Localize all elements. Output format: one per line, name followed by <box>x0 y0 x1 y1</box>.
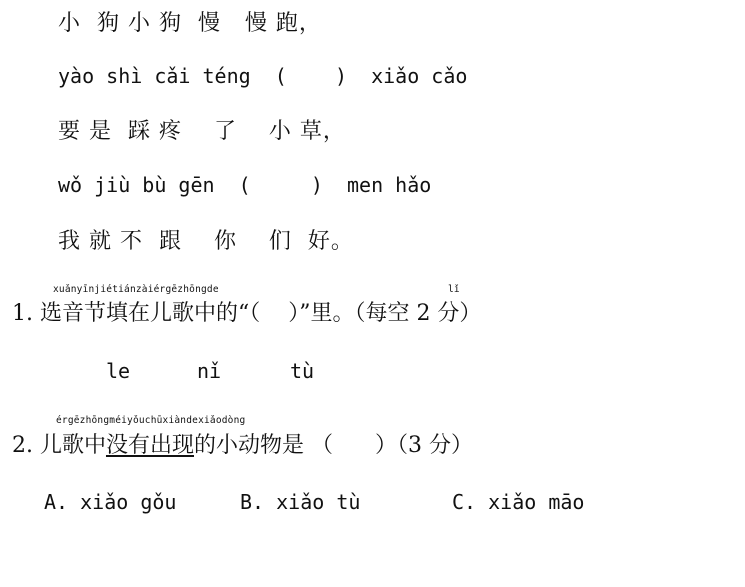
question-2-option-b: B. xiǎo tù <box>240 490 361 514</box>
question-2-underlined: 没有出现 <box>105 433 194 458</box>
question-2-text <box>12 428 473 459</box>
question-2-option-a: A. xiǎo gǒu <box>44 490 177 514</box>
poem-line-5-hanzi: 我 就 不 跟 你 们 好。 <box>58 229 354 254</box>
question-2-prefix: 2. 儿歌中 <box>12 433 106 458</box>
question-1-text: 1. 选音节填在儿歌中的“（ ）”里。（每空 2 分） <box>12 301 482 326</box>
question-2-suffix: 的小动物是 （ ）（3 分） <box>194 433 473 458</box>
question-1-option-tu: tù <box>290 359 315 383</box>
question-1-option-ni: nǐ <box>197 359 222 383</box>
poem-line-3-hanzi: 要 是 踩 疼 了 小 草， <box>58 119 346 144</box>
question-2-pinyin-ruby: érgēzhōngméiyǒuchūxiàndexiǎodòng <box>56 415 246 426</box>
question-2-option-c: C. xiǎo māo <box>452 490 585 514</box>
poem-line-1-hanzi: 小 狗 小 狗 慢 慢 跑， <box>58 11 322 36</box>
question-1-pinyin-ruby: xuǎnyīnjiétiánzàiérgēzhōngde <box>53 284 219 295</box>
question-1-option-le: le <box>106 359 131 383</box>
poem-line-4-pinyin: wǒ jiù bù gēn ( ) men hǎo <box>58 173 432 197</box>
poem-line-2-pinyin: yào shì cǎi téng ( ) xiǎo cǎo <box>58 64 468 88</box>
question-1-pinyin-ruby-li: lǐ <box>448 284 460 295</box>
